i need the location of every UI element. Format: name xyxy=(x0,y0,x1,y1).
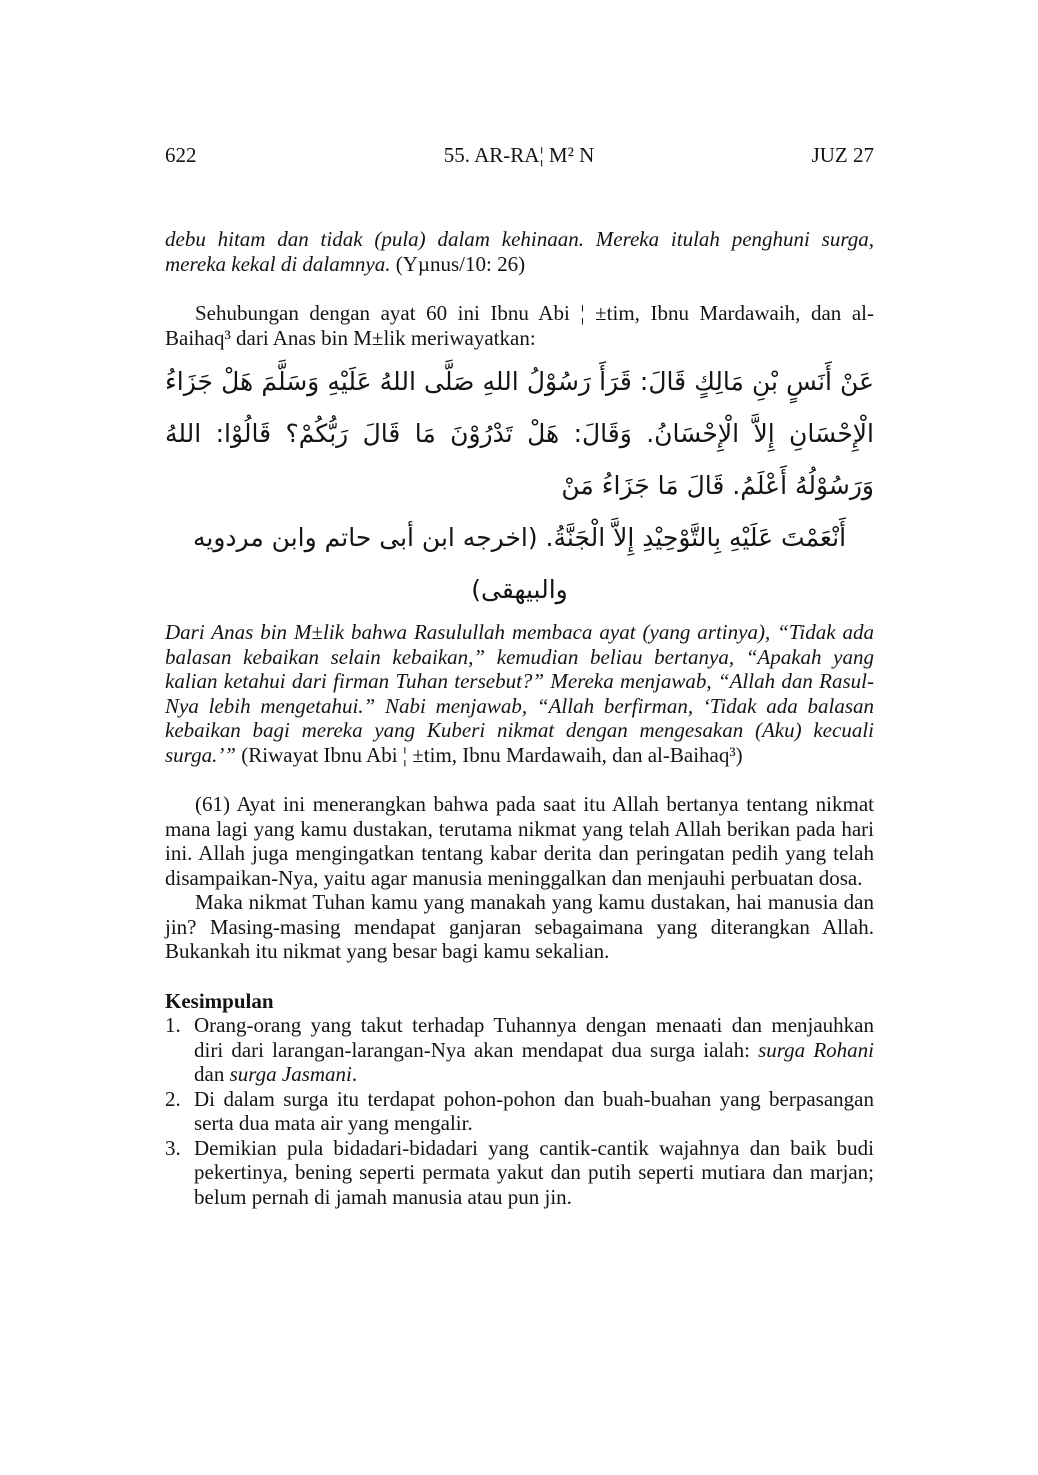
context-paragraph: Sehubungan dengan ayat 60 ini Ibnu Abi ¦ ±tim, Ibnu Mardawaih, dan al-Baihaq³ dari Anas bin M±lik meriwayatkan: xyxy=(165,301,874,350)
list-item-text-mid: dan xyxy=(194,1062,230,1086)
intro-paragraph xyxy=(165,227,874,276)
list-item-text: Di dalam surga itu terdapat pohon-pohon dan buah-buahan yang berpasangan serta dua mata air yang mengalir. xyxy=(194,1086,874,1135)
chapter-title: 55. AR-RA¦ M² N xyxy=(443,143,595,167)
list-item xyxy=(165,1087,874,1136)
translation-reference: (Riwayat Ibnu Abi ¦ ±tim, Ibnu Mardawaih, dan al-Baihaq³) xyxy=(236,742,743,767)
list-item-text-end: . xyxy=(351,1062,358,1086)
conclusion-heading: Kesimpulan xyxy=(165,988,274,1013)
list-item-text xyxy=(194,1013,874,1087)
page xyxy=(165,140,874,1209)
conclusion-list xyxy=(165,1013,874,1209)
list-item xyxy=(165,1013,874,1087)
juz-label: JUZ 27 xyxy=(811,143,874,167)
intro-italic: debu hitam dan tidak (pula) dalam kehinaan. Mereka itulah penghuni surga, mereka kekal di dalamnya. xyxy=(165,227,874,276)
running-header xyxy=(165,140,874,170)
list-item-text-main: Orang-orang yang takut terhadap Tuhannya dengan menaati dan menjauhkan diri dari larangan-larangan-Nya akan mendapat dua surga ialah: xyxy=(194,1013,874,1062)
intro-reference: (Yµnus/10: 26) xyxy=(390,251,526,276)
list-item-emphasis: surga Jasmani xyxy=(229,1062,352,1086)
list-item-text: Demikian pula bidadari-bidadari yang cantik-cantik wajahnya dan baik budi pekertinya, bening seperti permata yakut dan putih seperti mutiara dan marjan; belum pernah di jamah manusia atau pun jin. xyxy=(194,1135,874,1209)
list-item-number: 3. xyxy=(165,1135,181,1160)
hadith-translation xyxy=(165,620,874,767)
list-item-emphasis: surga Rohani xyxy=(758,1037,874,1062)
hadith-arabic: عَنْ أَنَسٍ بْنِ مَالِكٍ قَالَ: قَرَأَ رَسُوْلُ اللهِ صَلَّى اللهُ عَلَيْهِ وَسَلَّمَ هَلْ جَزَاءُ الْإِحْسَانِ إِلاَّ الْإِحْسَانُ. وَقَالَ: هَلْ تَدْرُوْنَ مَا قَالَ رَبُّكُمْ؟ قَالُوْا: اللهُ وَرَسُوْلُهُ أَعْلَمُ. قَالَ مَا جَزَاءُ مَنْ xyxy=(165,367,874,500)
translation-italic: Dari Anas bin M±lik bahwa Rasulullah membaca ayat (yang artinya), “Tidak ada balasan kebaikan selain kebaikan,” kemudian beliau bertanya, “Apakah yang kalian ketahui dari firman Tuhan tersebut?” Mereka menjawab, “Allah dan Rasul-Nya lebih mengetahui.” Nabi menjawab, “Allah berfirman, ‘Tidak ada balasan kebaikan bagi mereka yang Kuberi nikmat dengan mengesakan (Aku) kecuali surga.’” xyxy=(165,620,874,767)
verse-61-paragraph: (61) Ayat ini menerangkan bahwa pada saat itu Allah bertanya tentang nikmat mana lagi yang kamu dustakan, terutama nikmat yang telah Allah berikan pada hari ini. Allah juga mengingatkan tentang kabar derita dan peringatan pedih yang telah disampaikan-Nya, yaitu agar manusia meninggalkan dan menjauhi perbuatan dosa. xyxy=(165,792,874,890)
list-item xyxy=(165,1136,874,1210)
hadith-arabic-last-line: أَنْعَمْتَ عَلَيْهِ بِالتَّوْحِيْدِ إِلاَّ الْجَنَّةُ. (اخرجه ابن أبى حاتم وابن مردويه والبيهقى) xyxy=(192,523,847,604)
list-item-number: 1. xyxy=(165,1013,181,1037)
verse-61-refrain-paragraph: Maka nikmat Tuhan kamu yang manakah yang kamu dustakan, hai manusia dan jin? Masing-masing mendapat ganjaran sebagaimana yang diterangkan Allah. Bukankah itu nikmat yang besar bagi kamu sekalian. xyxy=(165,890,874,963)
page-number: 622 xyxy=(165,143,197,167)
list-item-number: 2. xyxy=(165,1086,181,1111)
